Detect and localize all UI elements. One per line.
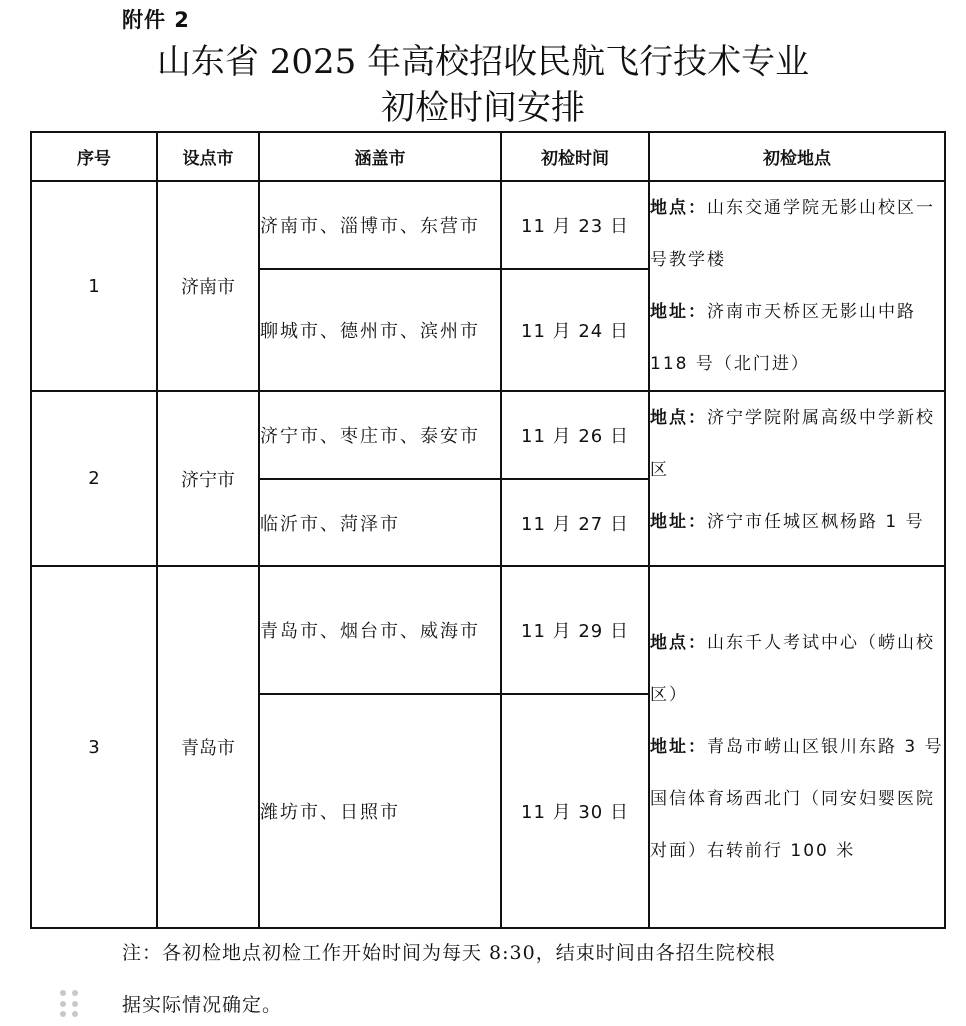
covered-cities-cell: 聊城市、德州市、滨州市	[259, 269, 501, 391]
place-text: 济宁学院附属高级中学新校区	[650, 408, 935, 480]
check-date-cell: 11 月 27 日	[501, 479, 649, 566]
table-row	[31, 391, 945, 479]
place-label: 地点：	[650, 633, 707, 653]
address-text: 青岛市崂山区银川东路 3 号国信体育场西北门（同安妇婴医院对面）右转前行 100 米	[650, 737, 944, 861]
address-label: 地址：	[650, 302, 707, 322]
covered-cities-cell: 青岛市、烟台市、威海市	[259, 566, 501, 694]
table-header-row	[31, 132, 945, 181]
location-cell	[649, 181, 945, 391]
covered-cities-cell: 济南市、淄博市、东营市	[259, 181, 501, 269]
check-date-cell: 11 月 23 日	[501, 181, 649, 269]
site-city-cell: 青岛市	[157, 566, 259, 928]
header-check-date: 初检时间	[501, 132, 649, 181]
note-line-1: 注：各初检地点初检工作开始时间为每天 8:30，结束时间由各招生院校根	[122, 942, 776, 964]
header-check-location: 初检地点	[649, 132, 945, 181]
seq-cell: 2	[31, 391, 157, 566]
place-text: 山东千人考试中心（崂山校区）	[650, 633, 935, 705]
site-city-cell: 济宁市	[157, 391, 259, 566]
check-date-cell: 11 月 24 日	[501, 269, 649, 391]
address-label: 地址：	[650, 512, 707, 532]
check-date-cell: 11 月 29 日	[501, 566, 649, 694]
place-text: 山东交通学院无影山校区一号教学楼	[650, 198, 935, 270]
header-covered-cities: 涵盖市	[259, 132, 501, 181]
drag-handle-icon[interactable]	[60, 990, 78, 1018]
location-cell	[649, 566, 945, 928]
seq-cell: 3	[31, 566, 157, 928]
place-label: 地点：	[650, 408, 707, 428]
location-cell	[649, 391, 945, 566]
covered-cities-cell: 潍坊市、日照市	[259, 694, 501, 928]
note-line-2: 据实际情况确定。	[122, 994, 283, 1016]
check-date-cell: 11 月 26 日	[501, 391, 649, 479]
header-site-city: 设点市	[157, 132, 259, 181]
address-text: 济宁市任城区枫杨路 1 号	[707, 512, 925, 532]
header-seq: 序号	[31, 132, 157, 181]
schedule-table	[30, 131, 946, 929]
covered-cities-cell: 济宁市、枣庄市、泰安市	[259, 391, 501, 479]
site-city-cell: 济南市	[157, 181, 259, 391]
seq-cell: 1	[31, 181, 157, 391]
attachment-label: 附件 2	[122, 8, 190, 32]
address-text: 济南市天桥区无影山中路118 号（北门进）	[650, 302, 916, 374]
page-title-line-2: 初检时间安排	[381, 88, 585, 128]
page-title-line-1: 山东省 2025 年高校招收民航飞行技术专业	[156, 42, 810, 82]
table-row	[31, 181, 945, 269]
table-row	[31, 566, 945, 694]
check-date-cell: 11 月 30 日	[501, 694, 649, 928]
covered-cities-cell: 临沂市、菏泽市	[259, 479, 501, 566]
place-label: 地点：	[650, 198, 707, 218]
address-label: 地址：	[650, 737, 707, 757]
